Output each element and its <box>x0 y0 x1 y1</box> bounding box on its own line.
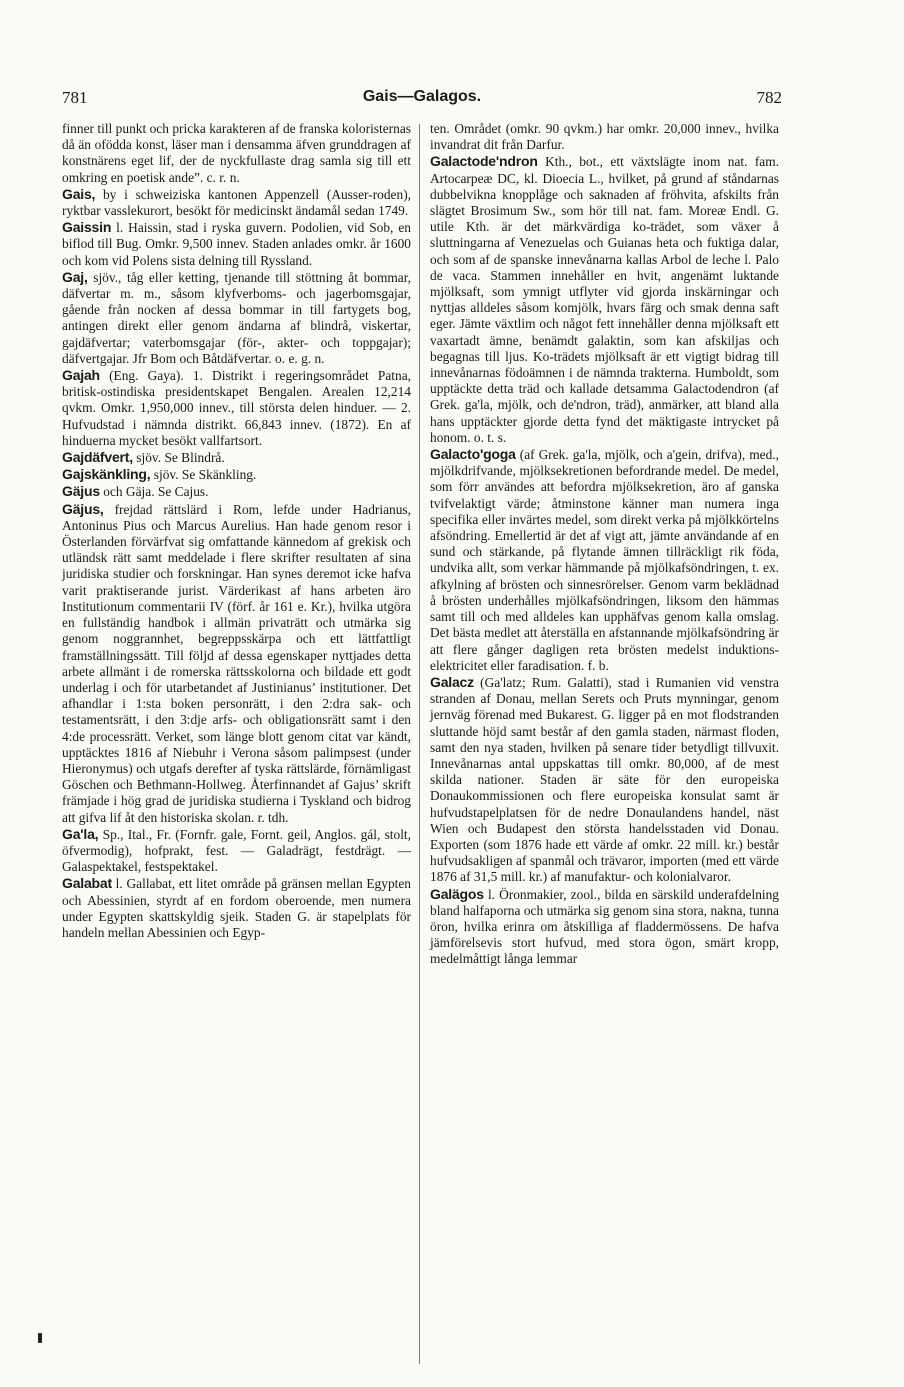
headword: Galacto'goga <box>430 446 516 463</box>
entry-text: (Eng. Gaya). 1. Distrikt i regeringsområdet Patna, britisk-ostindiska presidentskapet Bengalen. Arealen 12,214 qvkm. Omkr. 1,950,000 innev., till största delen hinduer. — 2. Hufvudstad i nämnda distrikt. 66,843 innev. (1872). En af hinduerna mycket besökt vallfartsort. <box>62 368 411 448</box>
headword: Gaj, <box>62 268 88 285</box>
headword: Galactode'ndron <box>430 153 538 170</box>
headword: Gäjus <box>62 483 100 500</box>
entry-text: ten. Området (omkr. 90 qvkm.) har omkr. 20,000 innev., hvilka invandrat dit från Darfur. <box>430 121 779 153</box>
entry-text: sjöv., tåg eller ketting, tjenande till stöttning åt bommar, däfvertar m. m., såsom klyfverboms- och jagerbomsgajar, gående från nocken af dessa bommar in till fartygets bog, antingen direkt eller genom ändarna af blindrå, viskertar, gajdäfvertar; vaterbomsgajar (för-, akter- och toppgajar); däfvertgajar. Jfr Bom och Båtdäfvertar. o. e. g. n. <box>62 269 411 366</box>
entry-text: sjöv. Se Skänkling. <box>150 467 257 483</box>
entry <box>430 153 779 446</box>
entry <box>62 269 411 367</box>
entry <box>430 446 779 674</box>
entry <box>62 875 411 941</box>
entry-text: och Gäja. Se Cajus. <box>99 484 209 500</box>
ink-mark <box>38 1333 42 1343</box>
headword: Gaissin <box>62 219 112 236</box>
entry <box>62 120 411 186</box>
entry-text: sjöv. Se Blindrå. <box>132 450 225 466</box>
entry <box>62 449 411 466</box>
entry-text: (Ga'latz; Rum. Galatti), stad i Rumanien vid venstra stranden af Donau, mellan Serets och Pruts mynningar, genom jernväg förenad med Bukarest. G. ligger på en mot flodstranden sluttande höjd samt består af den gamla staden, närmast floden, samt den nya staden, hvilken på senare tider betydligt tillvuxit. Innevånarnas antal uppskattas till omkr. 80,000, af de mest skilda nationer. Staden är säte för den europeiska Donaukommissionen och flere europeiska konsulat samt är hufvudstapelplatsen för de nedre Donaulandens handel, näst Wien och Budapest den största handelsstaden vid Donau. Exporten (som 1876 hade ett värde af omkr. 22 mill. kr.) består hufvudsakligen af spanmål och trävaror, importen (med ett värde 1876 af 31,5 mill. kr.) af manufaktur- och kolonialvaror. <box>430 674 779 885</box>
entry <box>62 466 411 483</box>
entry-text: (af Grek. ga'la, mjölk, och a'gein, drifva), med., mjölkdrifvande, mjölksekretionen befordrande medel. De medel, som förr användes att befordra mjölksekretion, äro af ganska tvifvelaktigt värde; åtminstone känner man numera inga specifika eller invärtes medel, som direkt verka på mjölkkörtelns afsöndring. Emellertid är det af vigt att, jämte användande af en sund och stärkande, på flytande ämnen tillräckligt rik föda, undvika allt, som verkar hämmande på mjölkafsöndringen, t. ex. afkylning af brösten och sinnesrörelser. Genom varm beklädnad å brösten underhålles mjölkafsöndringen, liksom den hämmas samt till och med alldeles kan upphäfvas genom kalla omslag. Det bästa medlet att återställa en afstannande mjölkafsöndring är att flere gånger dagligen reta brösten medelst induktions-elektricitet eller faradisation. f. b. <box>430 447 779 673</box>
headword: Gäjus, <box>62 500 104 517</box>
headword: Gajah <box>62 367 100 384</box>
entry <box>430 120 779 153</box>
entry <box>62 219 411 269</box>
entry <box>62 501 411 826</box>
entry-text: Kth., bot., ett växtslägte inom nat. fam. Artocarpeæ DC, kl. Dioecia L., hvilket, på grund af ståndarnas dubbelvikna knopplåge och saknaden af fröhvita, afskilts från slägtet Brosimum Sw., som hör till nat. fam. Moreæ Endl. G. utile Kth. är det märkvärdiga ko-trädet, som växer å sluttningarna af Venezuelas och Guianas heta och fuktiga dalar, och som af de spanske innevånarna kallas Arbol de leche l. Palo de vaca. Stammen innehåller en hvit, angenämt luktande mjölksaft, som ymnigt utflyter vid gjorda inskärningar och nyttjas alldeles såsom komjölk, hvars färg och smak denna saft eger. Jämte växtlim och något fett innehåller denna mjölksaft ett vaxartadt ämne, benämdt galaktin, som kan afskiljas och begagnas till ljus. Ko-trädets mjölksaft är ett vigtigt bidrag till innevånarnas födoämnen i de nämnda trakterna. Humboldt, som upptäckte detta träd och kallade detsamma Galactodendron (af Grek. ga'la, mjölk, och de'ndron, träd), anmärker, att bland alla hans upptäckter gjorde detta fynd det mäktigaste intrycket på honom. o. t. s. <box>430 154 779 445</box>
page-number-right: 782 <box>756 88 782 107</box>
running-head: Gais—Galagos. <box>362 88 482 105</box>
right-column <box>430 120 779 968</box>
entry <box>62 367 411 449</box>
headword: Galägos <box>430 885 484 902</box>
column-divider <box>419 124 420 1364</box>
headword: Gais, <box>62 185 96 202</box>
entry <box>430 886 779 968</box>
entry-text: l. Haissin, stad i ryska guvern. Podolien, vid Sob, en biflod till Bug. Omkr. 9,500 innev. Staden anlades omkr. år 1600 och kom vid Polens sista delning till Ryssland. <box>62 220 411 268</box>
headword: Ga'la, <box>62 825 99 842</box>
entry-text: l. Öronmakier, zool., bilda en särskild underafdelning bland halfaporna och utmärka sig genom sina stora, nakna, tunna öron, hvilka erinra om åtskilliga af fladdermössens. De hafva jämförelsevis stort hufvud, med stora ögon, smärt kropp, medelmåttigt långa lemmar <box>430 886 779 967</box>
headword: Galabat <box>62 875 112 892</box>
headword: Gajdäfvert, <box>62 449 133 466</box>
page-header <box>62 88 782 112</box>
headword: Gajskänkling, <box>62 466 151 483</box>
entry <box>62 186 411 219</box>
entry-text: frejdad rättslärd i Rom, lefde under Hadrianus, Antoninus Pius och Marcus Aurelius. Han hade genom resor i Österlanden förvärfvat sig omfattande kännedom af grekisk och utländsk rätt samt meddelade i flere skrifter resultaten af sina juridiska studier och forskningar. Han synes deremot icke hafva varit praktiserande jurist. Värderikast af hans arbeten äro Institutionum commentarii IV (förf. år 161 e. Kr.), hvilka utgöra en fullständig handbok i allmän privaträtt och utmärka sig genom noggrannhet, begreppsskärpa och ett lättfattligt framställningssätt. Till följd af dessa egenskaper nyttjades detta arbete allmänt i de romerska rättsskolorna och bildade ett godt underlag i och för utarbetandet af Justinianus’ institutioner. Det afhandlar i 1:sta boken personrätt, i den 2:dra sak- och testamentsrätt, i den 3:dje arfs- och obligationsrätt samt i den 4:de processrätt. Verket, som länge blott genom citat var kändt, upptäcktes 1816 af Niebuhr i Verona såsom palimpsest (under Hieronymus) och utgafs derefter af tyska rättslärde, förnämligast Göschen och Bethmann-Hollweg. Återfinnandet af Gajus’ skrift främjade i hög grad de juridiska studierna i Tyskland och bidrog att gifva lif åt den historiska skolan. r. tdh. <box>62 501 411 825</box>
entry <box>62 826 411 876</box>
entry <box>430 674 779 886</box>
page-number-left: 781 <box>62 88 88 107</box>
entry-text: Sp., Ital., Fr. (Fornfr. gale, Fornt. geil, Anglos. gál, stolt, öfvermodig), hofprakt, fest. — Galadrägt, festdrägt. — Galaspektakel, festspektakel. <box>62 826 411 875</box>
left-column <box>62 120 411 941</box>
entry-text: by i schweiziska kantonen Appenzell (Ausser-roden), ryktbar vasslekurort, besökt för medicinskt ändamål sedan 1749. <box>62 186 411 219</box>
entry <box>62 483 411 500</box>
entry-text: l. Gallabat, ett litet område på gränsen mellan Egypten och Abessinien, styrdt af en fordom oberoende, men numera under Egypten skattskyldig sjeik. Staden G. är stapelplats för handeln mellan Abessinien och Egyp- <box>62 876 411 940</box>
entry-text: finner till punkt och pricka karakteren af de franska koloristernas då än ofödda konst, läser man i densamma äfven grunddragen af konstnärens eget lif, der de nyckfullaste drag samla sig till ett omkring en poetisk ande”. c. r. n. <box>62 121 411 185</box>
headword: Galacz <box>430 673 474 690</box>
